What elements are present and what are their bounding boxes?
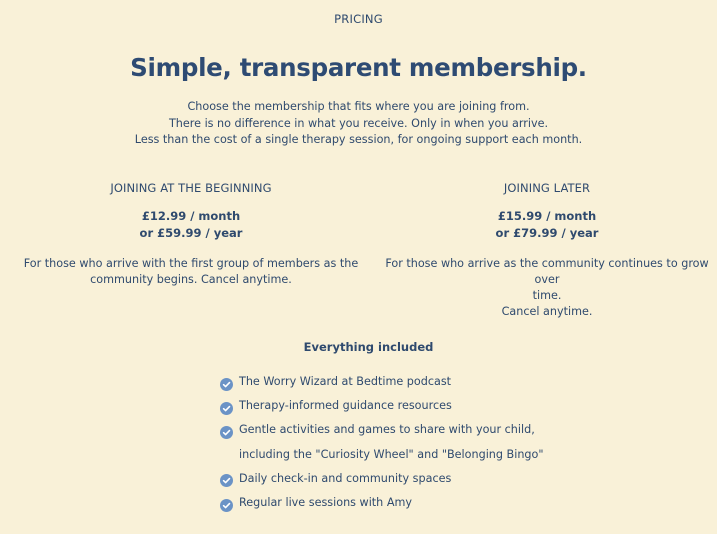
price-yearly: or £79.99 / year bbox=[495, 225, 599, 240]
intro-text bbox=[0, 99, 717, 149]
feature-text bbox=[239, 394, 452, 418]
intro-line: There is no difference in what you receive. Only in when you arrive. bbox=[168, 116, 549, 130]
description-line: time. bbox=[532, 289, 562, 302]
feature-text bbox=[239, 370, 451, 394]
check-circle-icon bbox=[220, 376, 233, 389]
feature-line: including the "Curiosity Wheel" and "Belonging Bingo" bbox=[239, 447, 544, 461]
price-yearly: or £59.99 / year bbox=[139, 225, 243, 240]
feature-text bbox=[239, 418, 544, 466]
check-circle-icon bbox=[220, 424, 233, 437]
feature-item bbox=[220, 418, 700, 466]
description-line: For those who arrive with the first group of members as the bbox=[23, 257, 359, 270]
feature-text bbox=[239, 491, 412, 515]
plan-card-later bbox=[378, 180, 716, 320]
plan-name: JOINING AT THE BEGINNING bbox=[110, 181, 272, 195]
description-line: Cancel anytime. bbox=[501, 305, 593, 318]
feature-item bbox=[220, 467, 700, 491]
price-monthly: £15.99 / month bbox=[497, 209, 597, 223]
description-line: community begins. Cancel anytime. bbox=[90, 273, 292, 286]
check-circle-icon bbox=[220, 472, 233, 485]
feature-text bbox=[239, 467, 451, 491]
plan-price bbox=[378, 208, 716, 241]
feature-item bbox=[220, 370, 700, 394]
plan-description bbox=[378, 256, 716, 320]
feature-line: Regular live sessions with Amy bbox=[239, 496, 413, 510]
intro-line: Less than the cost of a single therapy session, for ongoing support each month. bbox=[134, 133, 583, 146]
plan-price bbox=[21, 208, 361, 241]
intro-line: Choose the membership that fits where you are joining from. bbox=[187, 100, 530, 113]
feature-item bbox=[220, 394, 700, 418]
plan-description bbox=[21, 256, 361, 288]
feature-item bbox=[220, 491, 700, 515]
price-monthly: £12.99 / month bbox=[141, 209, 241, 223]
feature-line: Gentle activities and games to share with your child, bbox=[239, 423, 535, 437]
check-circle-icon bbox=[220, 497, 233, 510]
feature-list bbox=[220, 370, 700, 515]
plan-name: JOINING LATER bbox=[503, 181, 591, 195]
feature-line: Daily check-in and community spaces bbox=[239, 471, 452, 485]
feature-line: The Worry Wizard at Bedtime podcast bbox=[239, 375, 452, 388]
description-line: For those who arrive as the community continues to grow over bbox=[385, 257, 709, 286]
page-title: Simple, transparent membership. bbox=[130, 53, 587, 82]
included-heading: Everything included bbox=[303, 340, 434, 354]
plan-card-beginning bbox=[21, 180, 361, 288]
section-eyebrow: PRICING bbox=[334, 12, 383, 26]
check-circle-icon bbox=[220, 400, 233, 413]
feature-line: Therapy-informed guidance resources bbox=[239, 399, 452, 413]
